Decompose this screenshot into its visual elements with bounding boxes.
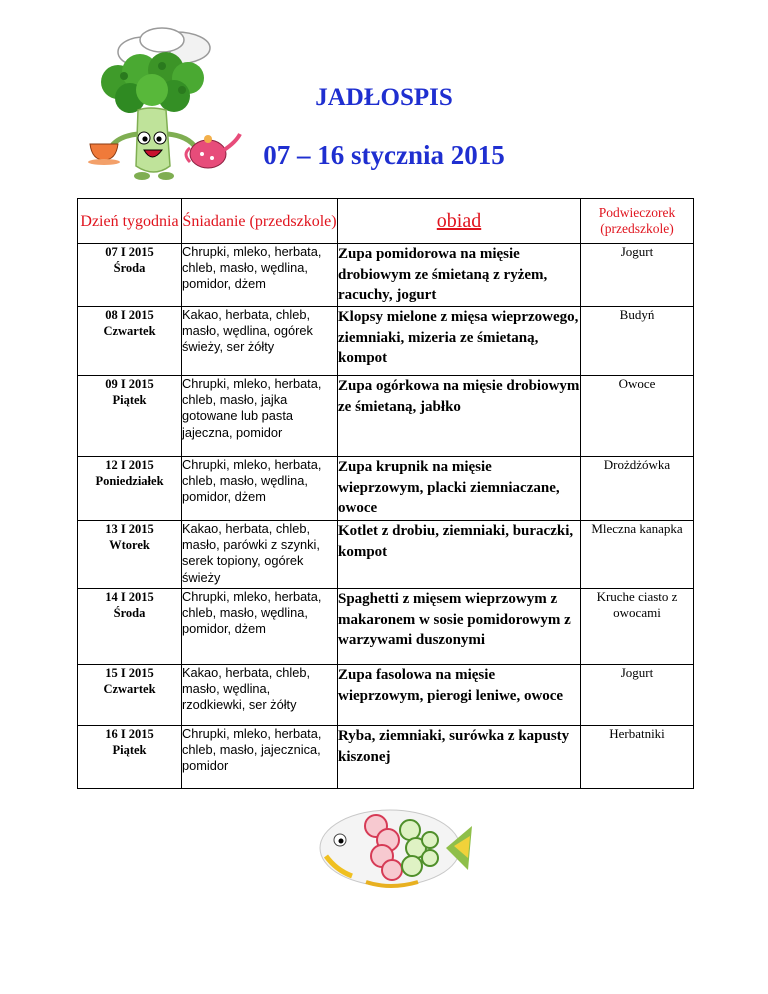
- day-cell: [78, 307, 182, 376]
- dinner-cell: Ryba, ziemniaki, surówka z kapusty kiszonej: [338, 726, 581, 789]
- breakfast-cell: Kakao, herbata, chleb, masło, wędlina, rzodkiewki, ser żółty: [182, 665, 338, 726]
- dinner-cell: Spaghetti z mięsem wieprzowym z makaronem w sosie pomidorowym z warzywami duszonymi: [338, 589, 581, 665]
- date-text: 09 I 2015: [105, 377, 154, 391]
- weekday-text: Wtorek: [109, 538, 150, 552]
- dinner-cell: Klopsy mielone z mięsa wieprzowego, ziemniaki, mizeria ze śmietaną, kompot: [338, 307, 581, 376]
- day-cell: [78, 457, 182, 521]
- dinner-cell: Zupa pomidorowa na mięsie drobiowym ze śmietaną z ryżem, racuchy, jogurt: [338, 244, 581, 307]
- weekday-text: Poniedziałek: [95, 474, 164, 488]
- date-range: 07 – 16 stycznia 2015: [263, 140, 505, 170]
- date-text: 13 I 2015: [105, 522, 154, 536]
- menu-table: [77, 198, 694, 789]
- snack-cell: Drożdżówka: [581, 457, 694, 521]
- breakfast-cell: Kakao, herbata, chleb, masło, parówki z szynki, serek topiony, ogórek świeży: [182, 521, 338, 589]
- date-text: 16 I 2015: [105, 727, 154, 741]
- snack-cell: Herbatniki: [581, 726, 694, 789]
- snack-cell: Owoce: [581, 376, 694, 457]
- date-text: 14 I 2015: [105, 590, 154, 604]
- day-cell: [78, 726, 182, 789]
- dinner-cell: Kotlet z drobiu, ziemniaki, buraczki, kompot: [338, 521, 581, 589]
- date-text: 07 I 2015: [105, 245, 154, 259]
- breakfast-cell: Chrupki, mleko, herbata, chleb, masło, wędlina, pomidor, dżem: [182, 589, 338, 665]
- table-row: [78, 376, 694, 457]
- dinner-cell: Zupa fasolowa na mięsie wieprzowym, pierogi leniwe, owoce: [338, 665, 581, 726]
- day-cell: [78, 376, 182, 457]
- breakfast-cell: Chrupki, mleko, herbata, chleb, masło, wędlina, pomidor, dżem: [182, 244, 338, 307]
- broccoli-chef-illustration: [84, 26, 244, 202]
- table-row: [78, 726, 694, 789]
- breakfast-cell: Kakao, herbata, chleb, masło, wędlina, ogórek świeży, ser żółty: [182, 307, 338, 376]
- snack-cell: Budyń: [581, 307, 694, 376]
- vegetable-fish-illustration: [306, 796, 474, 896]
- weekday-text: Piątek: [112, 743, 147, 757]
- weekday-text: Piątek: [112, 393, 147, 407]
- day-cell: [78, 665, 182, 726]
- day-cell: [78, 521, 182, 589]
- date-text: 08 I 2015: [105, 308, 154, 322]
- snack-cell: Jogurt: [581, 665, 694, 726]
- table-row: [78, 307, 694, 376]
- header-breakfast: Śniadanie (przedszkole): [182, 199, 338, 244]
- snack-cell: Kruche ciasto z owocami: [581, 589, 694, 665]
- weekday-text: Czwartek: [103, 324, 156, 338]
- header-day: Dzień tygodnia: [78, 199, 182, 244]
- dinner-cell: Zupa ogórkowa na mięsie drobiowym ze śmietaną, jabłko: [338, 376, 581, 457]
- day-cell: [78, 244, 182, 307]
- dinner-cell: Zupa krupnik na mięsie wieprzowym, placki ziemniaczane, owoce: [338, 457, 581, 521]
- date-text: 12 I 2015: [105, 458, 154, 472]
- header-snack: Podwieczorek (przedszkole): [581, 199, 694, 244]
- weekday-text: Czwartek: [103, 682, 156, 696]
- snack-cell: Jogurt: [581, 244, 694, 307]
- table-row: [78, 244, 694, 307]
- table-row: [78, 457, 694, 521]
- table-header-row: [78, 199, 694, 244]
- weekday-text: Środa: [113, 261, 146, 275]
- table-row: [78, 589, 694, 665]
- breakfast-cell: Chrupki, mleko, herbata, chleb, masło, jajecznica, pomidor: [182, 726, 338, 789]
- table-row: [78, 521, 694, 589]
- page-title: JADŁOSPIS: [315, 84, 453, 111]
- snack-cell: Mleczna kanapka: [581, 521, 694, 589]
- weekday-text: Środa: [113, 606, 146, 620]
- breakfast-cell: Chrupki, mleko, herbata, chleb, masło, wędlina, pomidor, dżem: [182, 457, 338, 521]
- header-dinner: obiad: [338, 199, 581, 244]
- date-text: 15 I 2015: [105, 666, 154, 680]
- day-cell: [78, 589, 182, 665]
- table-row: [78, 665, 694, 726]
- breakfast-cell: Chrupki, mleko, herbata, chleb, masło, jajka gotowane lub pasta jajeczna, pomidor: [182, 376, 338, 457]
